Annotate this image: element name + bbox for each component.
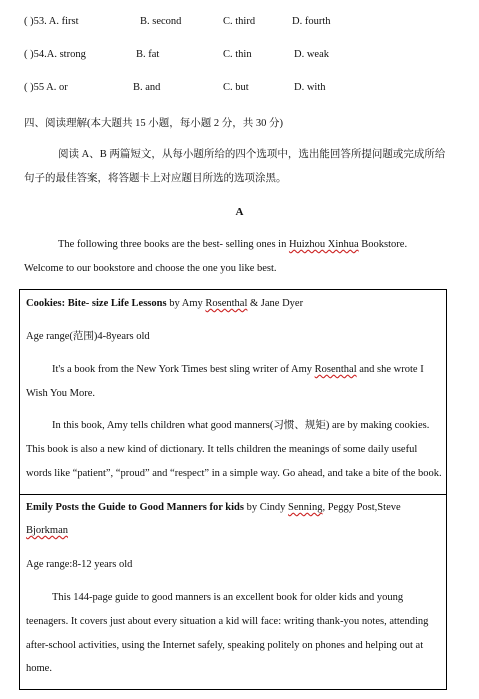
option-c: C. but [223,82,249,93]
book-1-box [19,289,447,495]
book-1-p1-line-1 [52,363,424,377]
option-b: B. fat [136,49,160,60]
instructions-line-1: 阅读 A、B 两篇短文，从每小题所给的四个选项中，选出能回答所提问题或完成所给 [58,149,446,160]
book-1-p2-line-1: In this book, Amy tells children what good manners(习惯、规矩) are by making cookies. [52,420,430,431]
p1-author: Rosenthal [314,364,357,375]
book-1-title-line [26,297,303,311]
book-1-author-rest: & Jane Dyer [247,298,304,309]
book-2-p1-line-2: teenagers. It covers just about every situation a kid will face: writing thank-you notes, attending [26,616,429,627]
instructions-line-2: 句子的最佳答案，将答题卡上对应题目所选的选项涂黑。 [24,173,287,184]
intro-text-end: Bookstore. [358,239,408,250]
book-1-age: Age range(范围)4-8years old [26,331,150,342]
book-2-author-rest: , Peggy Post,Steve [322,502,401,513]
book-2-p1-line-4: home. [26,663,52,674]
book-1-title: Cookies: Bite- size Life Lessons [26,298,167,309]
question-53 [24,16,464,30]
question-number: ( )54.A. strong [24,49,86,60]
book-1-p2-line-2: This book is also a new kind of dictionary. It tells children the meanings of some daily useful [26,444,418,455]
book-2-p1-line-3: after-school activities, using the Internet safely, speaking politely on phones and helping out at [26,640,424,651]
book-2-by: by Cindy [244,502,289,513]
book-1-by: by Amy [166,298,206,309]
question-number: ( )55 A. or [24,82,68,93]
option-c: C. third [223,16,256,27]
book-1-p2-line-3: words like “patient”, “proud” and “respect” in a simple way. Go ahead, and take a bite of the book. [26,468,442,479]
book-1-p1-line-2: Wish You More. [26,388,96,399]
option-b: B. and [133,82,161,93]
book-1-author-surname: Rosenthal [205,298,248,309]
book-2-age: Age range:8-12 years old [26,559,133,570]
option-b: B. second [140,16,182,27]
book-2-title-line [26,501,401,515]
passage-intro-line-2: Welcome to our bookstore and choose the one you like best. [24,263,277,274]
option-d: D. weak [294,49,329,60]
question-number: ( )53. A. first [24,16,79,27]
book-2-box [19,494,447,690]
p1-text-end: and she wrote I [356,364,424,375]
option-c: C. thin [223,49,252,60]
question-55 [24,82,464,96]
p1-text: It's a book from the New York Times best sling writer of Amy [52,364,315,375]
option-d: D. fourth [292,16,331,27]
intro-text: The following three books are the best- selling ones in [58,239,289,250]
book-2-p1-line-1: This 144-page guide to good manners is an excellent book for older kids and young [52,592,404,603]
book-2-author-line-2 [26,524,68,538]
option-d: D. with [294,82,326,93]
question-54 [24,49,464,63]
book-2-title: Emily Posts the Guide to Good Manners for kids [26,502,244,513]
passage-heading: A [235,206,244,218]
passage-intro-line-1 [58,238,407,252]
place-name: Huizhou Xinhua [288,239,359,250]
book-2-author-last: Bjorkman [26,525,68,536]
section-title: 四、阅读理解(本大题共 15 小题，每小题 2 分，共 30 分) [24,118,283,129]
book-2-author-surname: Senning [288,502,323,513]
